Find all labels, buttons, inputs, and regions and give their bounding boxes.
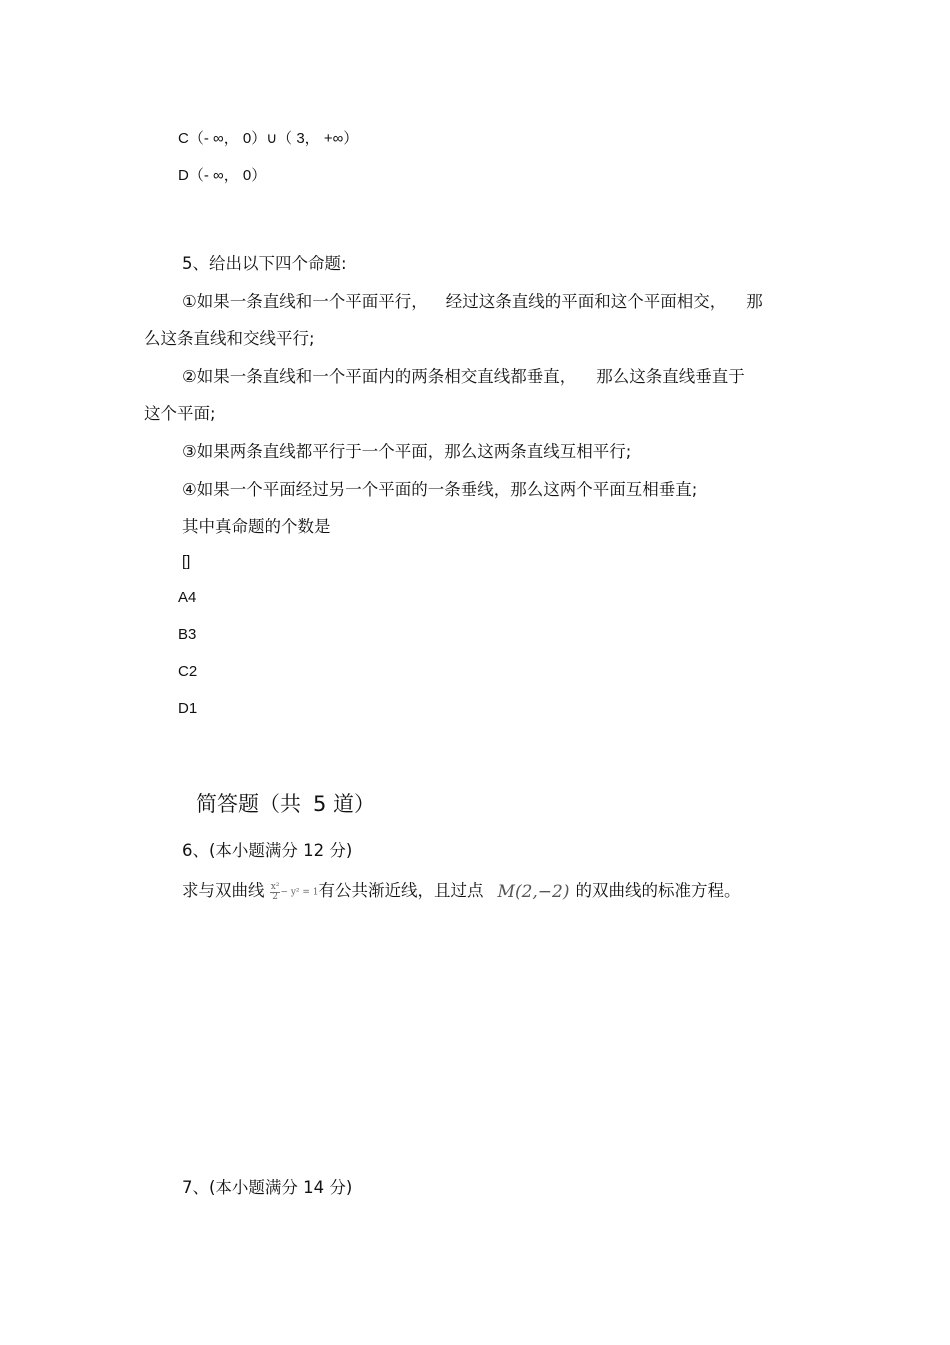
proposition-2-part-a: ②如果一条直线和一个平面内的两条相交直线都垂直， bbox=[182, 367, 577, 386]
equation-rest: − y² = 1 bbox=[280, 887, 319, 897]
proposition-4: ④如果一个平面经过另一个平面的一条垂线，那么这两个平面互相垂直; bbox=[182, 480, 698, 499]
answer-bracket: [] bbox=[182, 553, 191, 570]
section-heading-part-a: 简答题（共 bbox=[196, 792, 301, 816]
proposition-1-part-c: 那 bbox=[746, 292, 763, 311]
option-d1: D1 bbox=[178, 700, 198, 717]
proposition-2-line-2: 这个平面; bbox=[144, 404, 216, 423]
option-c2: C2 bbox=[178, 663, 198, 680]
question-6-text-b: 有公共渐近线，且过点 bbox=[318, 881, 484, 900]
question-6-text bbox=[182, 877, 740, 902]
question-5-title: 5、给出以下四个命题: bbox=[182, 254, 347, 273]
proposition-3: ③如果两条直线都平行于一个平面，那么这两条直线互相平行; bbox=[182, 442, 632, 461]
question-6-header: 6、(本小题满分 12 分) bbox=[182, 841, 353, 860]
point-m: M(2,−2) bbox=[497, 881, 570, 902]
option-c: C（- ∞， 0）∪（ 3， +∞） bbox=[178, 130, 359, 147]
hyperbola-equation bbox=[270, 882, 319, 902]
section-heading bbox=[196, 788, 375, 818]
proposition-1-line-2: 么这条直线和交线平行; bbox=[144, 329, 315, 348]
proposition-2-line-1 bbox=[182, 363, 745, 387]
question-7-header: 7、(本小题满分 14 分) bbox=[182, 1178, 353, 1197]
question-5-prompt: 其中真命题的个数是 bbox=[182, 517, 331, 536]
option-d: D（- ∞， 0） bbox=[178, 167, 267, 184]
proposition-1-part-a: ①如果一条直线和一个平面平行， bbox=[182, 292, 428, 311]
question-6-text-c: 的双曲线的标准方程。 bbox=[575, 881, 741, 900]
section-heading-part-b: 5 道） bbox=[313, 792, 376, 816]
proposition-1-line-1 bbox=[182, 288, 763, 312]
equation-numerator: x² bbox=[270, 881, 280, 892]
option-b3: B3 bbox=[178, 626, 197, 643]
proposition-1-part-b: 经过这条直线的平面和这个平面相交， bbox=[445, 292, 727, 311]
equation-denominator: 2 bbox=[272, 891, 278, 902]
question-6-text-a: 求与双曲线 bbox=[182, 881, 265, 900]
option-a4: A4 bbox=[178, 589, 197, 606]
proposition-2-part-b: 那么这条直线垂直于 bbox=[596, 367, 745, 386]
